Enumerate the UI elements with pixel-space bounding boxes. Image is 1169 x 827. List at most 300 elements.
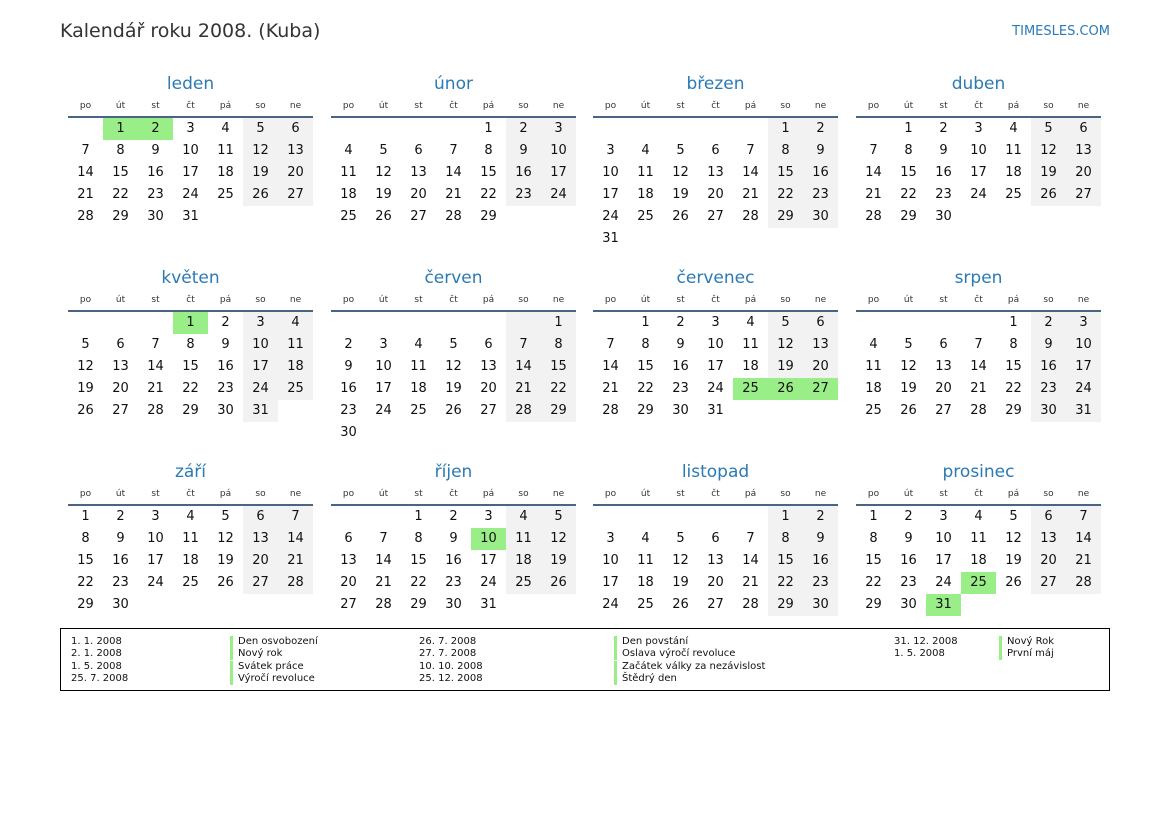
day-cell: 8 xyxy=(116,143,125,158)
weekday-header-row xyxy=(331,486,576,506)
day-cell: 18 xyxy=(742,359,759,374)
day-cell: 11 xyxy=(340,165,357,180)
weekday-header-row xyxy=(593,486,838,506)
day-cell: 20 xyxy=(1031,550,1066,572)
weekday-header: pá xyxy=(219,489,232,499)
weekday-header: po xyxy=(79,101,92,111)
day-cell: 16 xyxy=(672,359,689,374)
month-4 xyxy=(856,70,1101,228)
legend-color-marker xyxy=(230,636,233,648)
page-title: Kalendář roku 2008. (Kuba) xyxy=(60,20,321,42)
day-cell: 7 xyxy=(151,337,160,352)
day-cell: 16 xyxy=(803,162,838,184)
legend-color-marker xyxy=(614,673,617,685)
day-cell: 24 xyxy=(243,378,278,400)
month-name: únor xyxy=(434,74,473,94)
weekday-header: so xyxy=(518,489,529,499)
day-cell: 12 xyxy=(243,140,278,162)
day-cell: 21 xyxy=(742,187,759,202)
weekday-header: po xyxy=(604,489,617,499)
day-cell: 1 xyxy=(541,312,576,334)
weekday-header: čt xyxy=(449,295,458,305)
day-cell: 11 xyxy=(217,143,234,158)
day-cell: 7 xyxy=(449,143,458,158)
month-name: květen xyxy=(161,268,220,288)
day-cell: 16 xyxy=(217,359,234,374)
legend-color-marker xyxy=(614,648,617,660)
day-cell: 19 xyxy=(672,575,689,590)
day-cell: 23 xyxy=(445,575,462,590)
day-cell: 18 xyxy=(182,553,199,568)
month-12 xyxy=(856,458,1101,616)
day-cell: 23 xyxy=(803,572,838,594)
day-cell: 9 xyxy=(449,531,458,546)
holiday-day-cell: 10 xyxy=(471,528,506,550)
day-cell: 3 xyxy=(1066,312,1101,334)
day-cell: 12 xyxy=(672,553,689,568)
weekday-header: po xyxy=(342,101,355,111)
day-grid xyxy=(331,118,576,228)
day-cell: 12 xyxy=(1005,531,1022,546)
day-cell: 5 xyxy=(541,506,576,528)
day-cell: 9 xyxy=(221,337,230,352)
weekday-header: st xyxy=(151,295,160,305)
day-cell: 11 xyxy=(410,359,427,374)
day-cell: 27 xyxy=(278,184,313,206)
day-cell: 6 xyxy=(116,337,125,352)
day-cell: 13 xyxy=(410,165,427,180)
weekday-header: čt xyxy=(974,295,983,305)
day-cell: 4 xyxy=(414,337,423,352)
day-cell: 26 xyxy=(445,403,462,418)
weekday-header-row xyxy=(68,292,313,312)
weekday-header: út xyxy=(640,295,651,305)
day-cell: 29 xyxy=(480,209,497,224)
day-grid xyxy=(593,118,838,250)
day-cell: 29 xyxy=(1005,403,1022,418)
legend-holiday-name: První máj xyxy=(1007,648,1054,660)
day-cell: 10 xyxy=(243,334,278,356)
day-cell: 20 xyxy=(707,187,724,202)
weekday-header: po xyxy=(867,101,880,111)
day-cell: 2 xyxy=(344,337,353,352)
day-cell: 17 xyxy=(1066,356,1101,378)
day-cell: 20 xyxy=(803,356,838,378)
day-cell: 29 xyxy=(77,597,94,612)
day-cell: 11 xyxy=(1005,143,1022,158)
day-cell: 30 xyxy=(803,206,838,228)
day-cell: 31 xyxy=(182,209,199,224)
day-cell: 4 xyxy=(1009,121,1018,136)
month-10 xyxy=(331,458,576,616)
day-cell: 8 xyxy=(768,140,803,162)
day-cell: 8 xyxy=(1009,337,1018,352)
legend-color-marker xyxy=(999,636,1002,648)
day-cell: 5 xyxy=(1031,118,1066,140)
day-cell: 15 xyxy=(410,553,427,568)
weekday-header: ne xyxy=(289,295,302,305)
day-cell: 17 xyxy=(602,575,619,590)
weekday-header: út xyxy=(640,489,651,499)
day-cell: 5 xyxy=(221,509,230,524)
day-cell: 22 xyxy=(480,187,497,202)
day-cell: 20 xyxy=(340,575,357,590)
day-cell: 3 xyxy=(379,337,388,352)
day-cell: 20 xyxy=(243,550,278,572)
day-cell: 27 xyxy=(707,209,724,224)
day-cell: 11 xyxy=(865,359,882,374)
weekday-header: ne xyxy=(552,489,565,499)
day-cell: 31 xyxy=(480,597,497,612)
day-cell: 10 xyxy=(375,359,392,374)
day-cell: 12 xyxy=(1031,140,1066,162)
site-link[interactable]: TIMESLES.COM xyxy=(1012,24,1110,39)
day-cell: 19 xyxy=(768,356,803,378)
day-cell: 30 xyxy=(900,597,917,612)
day-cell: 29 xyxy=(768,206,803,228)
day-cell: 18 xyxy=(410,381,427,396)
legend-color-marker xyxy=(614,661,617,673)
weekday-header: po xyxy=(867,295,880,305)
day-grid xyxy=(68,506,313,616)
day-cell: 4 xyxy=(641,143,650,158)
weekday-header: st xyxy=(414,489,423,499)
month-1 xyxy=(68,70,313,228)
day-cell: 11 xyxy=(506,528,541,550)
day-cell: 27 xyxy=(243,572,278,594)
month-name: srpen xyxy=(954,268,1003,288)
day-cell: 20 xyxy=(1066,162,1101,184)
empty-cell xyxy=(663,506,698,528)
legend-holiday-name: Výročí revoluce xyxy=(238,672,315,684)
day-cell: 18 xyxy=(865,381,882,396)
day-cell: 18 xyxy=(278,356,313,378)
month-name: leden xyxy=(166,74,215,94)
empty-cell xyxy=(663,118,698,140)
day-cell: 28 xyxy=(147,403,164,418)
weekday-header: pá xyxy=(482,295,495,305)
day-grid xyxy=(856,312,1101,422)
day-cell: 2 xyxy=(676,315,685,330)
day-cell: 16 xyxy=(935,165,952,180)
day-cell: 23 xyxy=(672,381,689,396)
legend-holiday-name: Začátek války za nezávislost xyxy=(622,660,766,672)
holiday-day-cell: 26 xyxy=(768,378,803,400)
day-cell: 26 xyxy=(672,597,689,612)
day-cell: 15 xyxy=(112,165,129,180)
day-grid xyxy=(68,118,313,228)
day-cell: 19 xyxy=(541,550,576,572)
day-cell: 6 xyxy=(711,531,720,546)
month-9 xyxy=(68,458,313,616)
day-cell: 25 xyxy=(182,575,199,590)
day-cell: 22 xyxy=(637,381,654,396)
day-cell: 1 xyxy=(1009,315,1018,330)
day-cell: 31 xyxy=(1066,400,1101,422)
legend-color-marker xyxy=(614,636,617,648)
month-2 xyxy=(331,70,576,228)
day-cell: 2 xyxy=(803,118,838,140)
day-cell: 30 xyxy=(935,209,952,224)
empty-cell xyxy=(331,312,366,334)
empty-cell xyxy=(401,312,436,334)
day-cell: 29 xyxy=(865,597,882,612)
weekday-header: ne xyxy=(1077,295,1090,305)
day-cell: 17 xyxy=(182,165,199,180)
legend-date: 25. 7. 2008 xyxy=(71,672,129,684)
day-cell: 12 xyxy=(77,359,94,374)
day-cell: 28 xyxy=(1066,572,1101,594)
day-cell: 15 xyxy=(637,359,654,374)
day-cell: 21 xyxy=(506,378,541,400)
day-cell: 8 xyxy=(869,531,878,546)
day-cell: 7 xyxy=(506,334,541,356)
day-cell: 14 xyxy=(742,165,759,180)
day-cell: 31 xyxy=(707,403,724,418)
day-cell: 1 xyxy=(904,121,913,136)
empty-cell xyxy=(471,312,506,334)
day-cell: 14 xyxy=(278,528,313,550)
day-cell: 1 xyxy=(81,509,90,524)
day-cell: 27 xyxy=(480,403,497,418)
day-cell: 3 xyxy=(606,531,615,546)
day-cell: 21 xyxy=(865,187,882,202)
holiday-day-cell: 25 xyxy=(961,572,996,594)
day-cell: 3 xyxy=(711,315,720,330)
day-cell: 9 xyxy=(904,531,913,546)
day-cell: 7 xyxy=(379,531,388,546)
day-cell: 9 xyxy=(676,337,685,352)
day-cell: 15 xyxy=(865,553,882,568)
day-cell: 26 xyxy=(77,403,94,418)
day-cell: 15 xyxy=(182,359,199,374)
weekday-header: út xyxy=(115,295,126,305)
weekday-header: st xyxy=(676,489,685,499)
day-cell: 5 xyxy=(379,143,388,158)
day-cell: 10 xyxy=(182,143,199,158)
day-cell: 24 xyxy=(541,184,576,206)
day-cell: 4 xyxy=(344,143,353,158)
day-cell: 28 xyxy=(865,209,882,224)
day-cell: 28 xyxy=(278,572,313,594)
weekday-header: pá xyxy=(482,101,495,111)
day-cell: 5 xyxy=(81,337,90,352)
day-cell: 29 xyxy=(112,209,129,224)
empty-cell xyxy=(506,312,541,334)
weekday-header: čt xyxy=(449,101,458,111)
weekday-header: ne xyxy=(552,101,565,111)
day-cell: 24 xyxy=(970,187,987,202)
weekday-header: st xyxy=(676,295,685,305)
day-cell: 23 xyxy=(147,187,164,202)
legend-date: 2. 1. 2008 xyxy=(71,648,122,660)
day-cell: 17 xyxy=(375,381,392,396)
day-cell: 19 xyxy=(375,187,392,202)
day-cell: 2 xyxy=(449,509,458,524)
weekday-header: so xyxy=(780,101,791,111)
month-8 xyxy=(856,264,1101,422)
day-cell: 22 xyxy=(865,575,882,590)
day-cell: 6 xyxy=(711,143,720,158)
day-cell: 23 xyxy=(1031,378,1066,400)
day-cell: 16 xyxy=(506,162,541,184)
day-cell: 20 xyxy=(410,187,427,202)
day-cell: 6 xyxy=(939,337,948,352)
day-cell: 14 xyxy=(865,165,882,180)
day-cell: 21 xyxy=(375,575,392,590)
day-cell: 6 xyxy=(1031,506,1066,528)
day-cell: 9 xyxy=(1031,334,1066,356)
day-cell: 8 xyxy=(541,334,576,356)
legend-color-marker xyxy=(230,661,233,673)
weekday-header: st xyxy=(939,489,948,499)
weekday-header: st xyxy=(939,101,948,111)
day-cell: 21 xyxy=(147,381,164,396)
day-cell: 30 xyxy=(340,425,357,440)
weekday-header: ne xyxy=(814,295,827,305)
day-cell: 29 xyxy=(768,594,803,616)
weekday-header: pá xyxy=(1007,101,1020,111)
day-cell: 17 xyxy=(707,359,724,374)
legend-color-marker xyxy=(230,648,233,660)
empty-cell xyxy=(366,118,401,140)
day-cell: 21 xyxy=(970,381,987,396)
day-cell: 14 xyxy=(602,359,619,374)
weekday-header: čt xyxy=(449,489,458,499)
day-cell: 15 xyxy=(768,550,803,572)
day-cell: 17 xyxy=(243,356,278,378)
legend-holiday-name: Nový rok xyxy=(238,648,283,660)
day-cell: 7 xyxy=(606,337,615,352)
day-cell: 24 xyxy=(602,597,619,612)
day-cell: 24 xyxy=(375,403,392,418)
weekday-header: pá xyxy=(744,489,757,499)
day-cell: 28 xyxy=(742,209,759,224)
weekday-header: so xyxy=(255,101,266,111)
day-cell: 13 xyxy=(935,359,952,374)
weekday-header: st xyxy=(414,295,423,305)
day-cell: 16 xyxy=(340,381,357,396)
day-cell: 8 xyxy=(484,143,493,158)
day-cell: 15 xyxy=(768,162,803,184)
day-cell: 26 xyxy=(1005,575,1022,590)
day-cell: 13 xyxy=(340,553,357,568)
day-cell: 21 xyxy=(602,381,619,396)
day-cell: 15 xyxy=(1005,359,1022,374)
weekday-header: ne xyxy=(1077,489,1090,499)
day-cell: 4 xyxy=(746,315,755,330)
day-cell: 28 xyxy=(602,403,619,418)
month-name: listopad xyxy=(681,462,750,482)
day-cell: 27 xyxy=(707,597,724,612)
day-cell: 2 xyxy=(221,315,230,330)
weekday-header: pá xyxy=(482,489,495,499)
day-cell: 14 xyxy=(506,356,541,378)
day-cell: 20 xyxy=(112,381,129,396)
holiday-day-cell: 27 xyxy=(803,378,838,400)
day-cell: 23 xyxy=(900,575,917,590)
day-cell: 7 xyxy=(1066,506,1101,528)
day-cell: 17 xyxy=(480,553,497,568)
day-cell: 24 xyxy=(935,575,952,590)
weekday-header: pá xyxy=(219,101,232,111)
day-cell: 26 xyxy=(672,209,689,224)
day-grid xyxy=(68,312,313,422)
day-cell: 18 xyxy=(1005,165,1022,180)
day-cell: 10 xyxy=(602,165,619,180)
day-cell: 25 xyxy=(217,187,234,202)
day-cell: 17 xyxy=(970,165,987,180)
day-cell: 8 xyxy=(81,531,90,546)
day-cell: 11 xyxy=(182,531,199,546)
day-cell: 19 xyxy=(217,553,234,568)
day-cell: 18 xyxy=(217,165,234,180)
day-cell: 19 xyxy=(1005,553,1022,568)
day-cell: 18 xyxy=(637,575,654,590)
weekday-header: po xyxy=(342,489,355,499)
day-cell: 28 xyxy=(445,209,462,224)
day-cell: 26 xyxy=(243,184,278,206)
day-cell: 5 xyxy=(449,337,458,352)
legend-date: 26. 7. 2008 xyxy=(419,636,477,647)
day-cell: 9 xyxy=(506,140,541,162)
day-cell: 4 xyxy=(506,506,541,528)
day-cell: 20 xyxy=(278,162,313,184)
day-cell: 17 xyxy=(602,187,619,202)
day-cell: 4 xyxy=(641,531,650,546)
day-cell: 2 xyxy=(1031,312,1066,334)
weekday-header: st xyxy=(676,101,685,111)
day-cell: 25 xyxy=(865,403,882,418)
day-cell: 10 xyxy=(707,337,724,352)
day-cell: 12 xyxy=(541,528,576,550)
day-cell: 8 xyxy=(641,337,650,352)
weekday-header-row xyxy=(856,292,1101,312)
day-cell: 15 xyxy=(541,356,576,378)
day-cell: 5 xyxy=(904,337,913,352)
weekday-header: čt xyxy=(974,101,983,111)
day-cell: 13 xyxy=(243,528,278,550)
weekday-header: čt xyxy=(711,489,720,499)
day-cell: 25 xyxy=(637,209,654,224)
empty-cell xyxy=(593,312,628,334)
day-cell: 1 xyxy=(484,121,493,136)
day-cell: 17 xyxy=(541,162,576,184)
weekday-header: so xyxy=(1043,295,1054,305)
holiday-day-cell: 31 xyxy=(926,594,961,616)
legend-date: 1. 1. 2008 xyxy=(71,636,122,647)
weekday-header: čt xyxy=(186,295,195,305)
day-cell: 30 xyxy=(672,403,689,418)
day-cell: 18 xyxy=(637,187,654,202)
weekday-header: so xyxy=(255,295,266,305)
day-cell: 24 xyxy=(602,209,619,224)
weekday-header-row xyxy=(593,292,838,312)
day-cell: 14 xyxy=(77,165,94,180)
day-cell: 29 xyxy=(637,403,654,418)
weekday-header: čt xyxy=(186,101,195,111)
day-cell: 3 xyxy=(484,509,493,524)
day-cell: 6 xyxy=(243,506,278,528)
day-cell: 28 xyxy=(742,597,759,612)
weekday-header-row xyxy=(331,292,576,312)
day-cell: 9 xyxy=(803,528,838,550)
month-3 xyxy=(593,70,838,250)
empty-cell xyxy=(401,118,436,140)
day-cell: 7 xyxy=(869,143,878,158)
day-cell: 7 xyxy=(746,143,755,158)
legend-date: 10. 10. 2008 xyxy=(419,660,483,672)
